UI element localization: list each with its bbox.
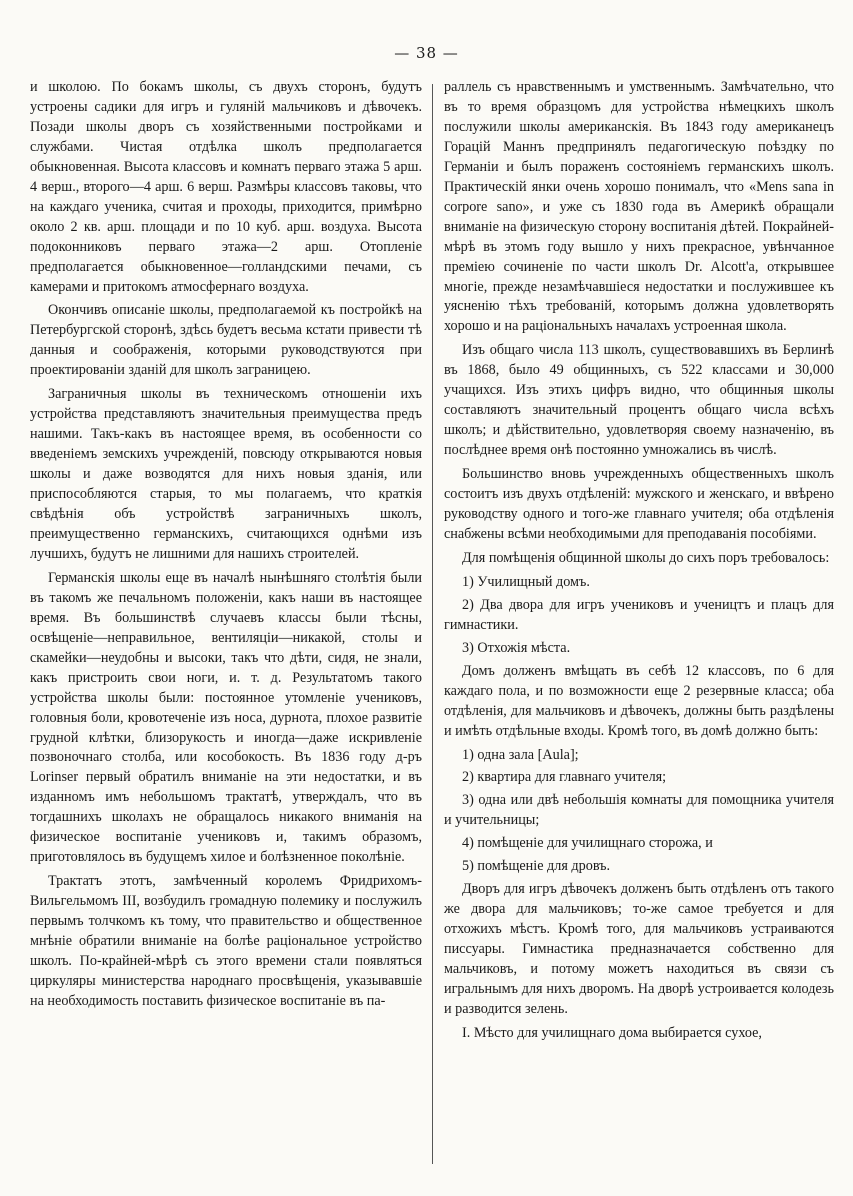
paragraph: Трактатъ этотъ, замѣченный королемъ Фридрихомъ-Вильгельмомъ III, возбудилъ громадную полемику и послужилъ первымъ толчкомъ къ тому, что правительство и общественное мнѣніе обратили вниманіе на болѣе раціональное устройство школъ. По-крайней-мѣрѣ съ этого времени стали появляться циркуляры министерства народнаго просвѣщенія, указывавшіе на необходимость поставить физическое воспитаніе въ па- — [30, 873, 422, 1009]
paragraph: Дворъ для игръ дѣвочекъ долженъ быть отдѣленъ отъ такого же двора для мальчиковъ; то-же самое требуется и для отхожихъ мѣстъ. Кромѣ того, для мальчиковъ устраиваются писсуары. Гимнастика предназначается собственно для мальчиковъ, и потому можетъ находиться въ связи съ игральнымъ для нихъ дворомъ. На дворѣ устроивается колодезь и разводится зелень. — [444, 881, 834, 1017]
paragraph: Домъ долженъ вмѣщать въ себѣ 12 классовъ, по 6 для каждаго пола, и по возможности еще 2 резервные класса; оба отдѣленія, для мальчиковъ и дѣвочекъ, должны быть раздѣлены и имѣть отдѣльные входы. Кромѣ того, въ домѣ должно быть: — [444, 662, 834, 739]
left-column — [30, 78, 422, 1016]
paragraph: и школою. По бокамъ школы, съ двухъ сторонъ, будутъ устроены садики для игръ и гуляній мальчиковъ и дѣвочекъ. Позади школы дворъ съ хозяйственными постройками и службами. Чистая отдѣлка школъ предполагается обыкновенная. Высота классовъ и комнатъ перваго этажа 5 арш. 4 верш., второго—4 арш. 6 верш. Размѣры классовъ таковы, что на каждаго ученика, считая и проходы, приходится, примѣрно около 2 кв. арш. площади и по 10 куб. арш. воздуха. Высота подоконниковъ перваго этажа—2 арш. Отопленіе предполагается обыкновенное—голландскими печами, съ камерами и притокомъ атмосфернаго воздуха. — [30, 79, 422, 295]
list-item: 2) Два двора для игръ учениковъ и учеництъ и плацъ для гимнастики. — [444, 596, 834, 633]
paragraph: Окончивъ описаніе школы, предполагаемой къ постройкѣ на Петербургской сторонѣ, здѣсь будетъ весьма кстати привести тѣ данныя и соображенія, которыми руководствуются при проектированіи зданій для школъ заграницею. — [30, 302, 422, 379]
paragraph: Большинство вновь учрежденныхъ общественныхъ школъ состоитъ изъ двухъ отдѣленій: мужского и женскаго, и ввѣрено руководству одного и того-же главнаго учителя; оба отдѣленія снабжены всѣми необходимыми для преподаванія пособіями. — [444, 466, 834, 542]
list-item: 1) одна зала [Aula]; — [462, 746, 579, 763]
list-item: 3) одна или двѣ небольшія комнаты для помощника учителя и учительницы; — [444, 792, 834, 829]
list-item: 1) Училищный домъ. — [462, 573, 590, 590]
paragraph: Заграничныя школы въ техническомъ отношеніи ихъ устройства представляютъ значительныя преимущества предъ нашими. Такъ-какъ въ настоящее время, въ особенности со введеніемъ земскихъ учрежденій, повсюду открываются новыя школы и даже возводятся для нихъ новыя зданія, или приспособляются старыя, то мы полагаемъ, что краткія свѣдѣнія объ устройствѣ заграничныхъ школъ, преимущественно германскихъ, считающихся однѣми изъ лучшихъ, будутъ не лишними для нашихъ строителей. — [30, 386, 422, 562]
column-divider — [432, 84, 433, 1164]
list-item: 5) помѣщеніе для дровъ. — [462, 858, 611, 875]
paragraph: Изъ общаго числа 113 школъ, существовавшихъ въ Берлинѣ въ 1868, было 49 общинныхъ, съ 522 классами и 30,000 учащихся. Изъ этихъ цифръ видно, что общинныя школы составляютъ значительный процентъ общаго числа всѣхъ школъ; и дѣйствительно, удовлетворяя своему назначенію, въ послѣднее время онѣ постоянно умножались въ числѣ. — [444, 342, 834, 459]
list-item: 3) Отхожія мѣста. — [462, 639, 571, 656]
right-column — [444, 78, 834, 1048]
paragraph: Для помѣщенія общинной школы до сихъ поръ требовалось: — [462, 549, 830, 566]
paragraph: Германскія школы еще въ началѣ нынѣшняго столѣтія были въ такомъ же печальномъ положеніи, какъ наши въ настоящее время. Въ большинствѣ случаевъ классы были тѣсны, освѣщеніе—неправильное, вентиляціи—никакой, столы и скамейки—неудобны и высоки, такъ что дѣти, сидя, не знали, какъ пристроить свои ноги, и. т. д. Результатомъ такого устройства школы были: постоянное утомленіе учениковъ, головныя боли, кровотеченіе изъ носа, дурнота, плохое развитіе грудной клѣтки, близорукость и иногда—даже искривленіе позвоночнаго столба, или кособокость. Въ 1836 году д-ръ Lorinser первый обратилъ вниманіе на эти недостатки, и въ изданномъ имъ небольшомъ трактатѣ, утверждалъ, что въ тогдашнихъ школахъ не обращалось никакого вниманія на физическое воспитаніе учениковъ и, такимъ образомъ, приготовлялось въ будущемъ хилое и болѣзненное поколѣніе. — [30, 569, 422, 866]
page-number: — 38 — — [394, 44, 459, 62]
paragraph: раллель съ нравственнымъ и умственнымъ. Замѣчательно, что въ то время образцомъ для устройства нѣмецкихъ школъ послужили школы американскія. Въ 1843 году американецъ Горацій Маннъ предпринялъ педагогическую поѣздку по Германіи и былъ пораженъ состояніемъ германскихъ школъ. Практическій янки очень хорошо понималъ, что «Mens sana in corpore sano», и уже съ 1830 года въ Америкѣ обращали вниманіе на физическую сторону воспитанія дѣтей. Покрайней-мѣрѣ въ этомъ году вышло у нихъ прекрасное, увѣнчанное преміею сочиненіе по части школъ Dr. Alcott'а, открывшее многіе, прежде незамѣчавшіеся недостатки и послужившее къ уясненію тѣхъ требованій, которымъ должна удовлетворять хорошо и на раціональныхъ началахъ устроенная школа. — [444, 79, 834, 335]
list-item: 4) помѣщеніе для училищнаго сторожа, и — [462, 835, 713, 852]
paragraph: I. Мѣсто для училищнаго дома выбирается сухое, — [462, 1024, 762, 1041]
list-item: 2) квартира для главнаго учителя; — [462, 769, 667, 786]
